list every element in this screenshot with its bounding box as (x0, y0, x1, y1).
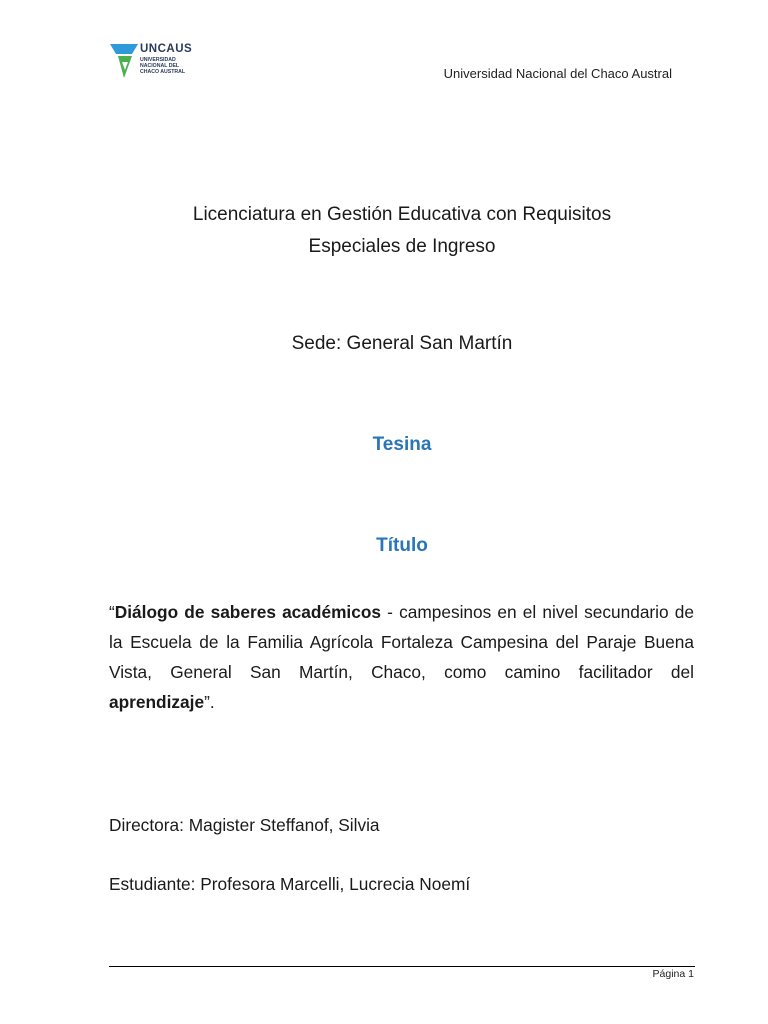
logo-sub-line: UNIVERSIDAD (140, 57, 176, 63)
campus-label: Sede: General San Martín (291, 333, 513, 354)
tesina-heading: Tesina (372, 434, 432, 455)
logo-mark-icon (108, 42, 140, 82)
logo-sub-line: NACIONAL DEL (140, 63, 180, 70)
thesis-title-bold-end: aprendizaje (109, 692, 205, 712)
page-number: Página 1 (652, 968, 694, 980)
thesis-close-quote: ”. (204, 692, 215, 712)
university-logo (108, 42, 208, 82)
student-name: Estudiante: Profesora Marcelli, Lucrecia Noemí (109, 874, 471, 894)
career-title-line: Licenciatura en Gestión Educativa con Requisitos (192, 204, 612, 225)
thesis-title (109, 597, 694, 717)
footer-divider (109, 966, 695, 967)
header-university-name: Universidad Nacional del Chaco Austral (443, 66, 672, 81)
director-name: Directora: Magister Steffanof, Silvia (109, 815, 380, 835)
logo-subtitle (140, 57, 185, 76)
logo-name: UNCAUS (140, 43, 193, 55)
titulo-heading: Título (376, 535, 428, 556)
career-title (0, 199, 768, 263)
logo-sub-line: CHACO AUSTRAL (140, 69, 186, 76)
thesis-open-quote: “ (109, 602, 115, 622)
career-title-line: Especiales de Ingreso (308, 236, 496, 257)
thesis-title-bold-start: Diálogo de saberes académicos (114, 602, 382, 622)
thesis-title-body: - campesinos en el nivel secundario de la Escuela de la Familia Agrícola Fortaleza Campesina del Paraje Buena Vista, General San Martín, Chaco, como camino facilitador del (109, 602, 695, 682)
